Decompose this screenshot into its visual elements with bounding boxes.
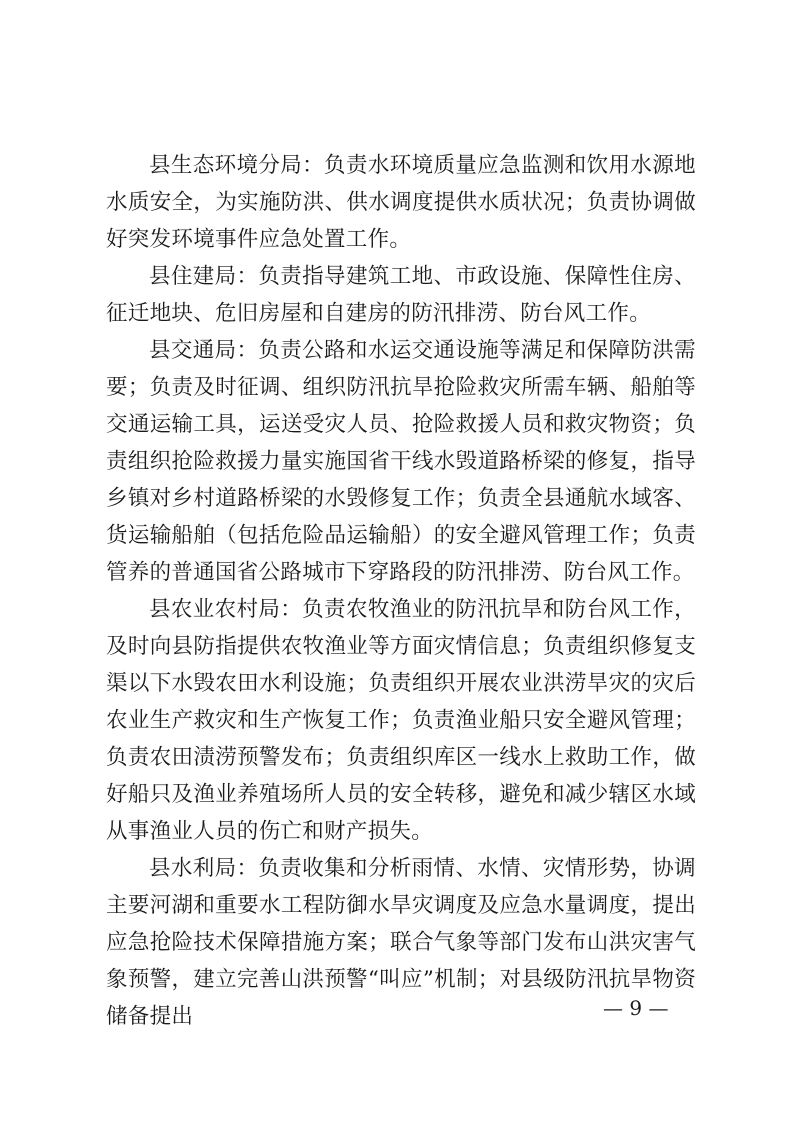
paragraph-ecology-bureau: 县生态环境分局：负责水环境质量应急监测和饮用水源地水质安全，为实施防洪、供水调度提供水质状况；负责协调做好突发环境事件应急处置工作。 (106, 153, 696, 252)
body-text (106, 147, 696, 1035)
paragraph-transport-bureau: 县交通局：负责公路和水运交通设施等满足和保障防洪需要；负责及时征调、组织防汛抗旱抢险救灾所需车辆、船舶等交通运输工具，运送受灾人员、抢险救援人员和救灾物资；负责组织抢险救援力量实施国省干线水毁道路桥梁的修复，指导乡镇对乡村道路桥梁的水毁修复工作；负责全县通航水域客、货运输船舶（包括危险品运输船）的安全避风管理工作；负责管养的普通国省公路城市下穿路段的防汛排涝、防台风工作。 (106, 338, 696, 585)
paragraph-housing-bureau: 县住建局：负责指导建筑工地、市政设施、保障性住房、征迁地块、危旧房屋和自建房的防汛排涝、防台风工作。 (106, 264, 696, 326)
paragraph-agriculture-bureau: 县农业农村局：负责农牧渔业的防汛抗旱和防台风工作，及时向县防指提供农牧渔业等方面灾情信息；负责组织修复支渠以下水毁农田水利设施；负责组织开展农业洪涝旱灾的灾后农业生产救灾和生产恢复工作；负责渔业船只安全避风管理；负责农田渍涝预警发布；负责组织库区一线水上救助工作，做好船只及渔业养殖场所人员的安全转移，避免和减少辖区水域从事渔业人员的伤亡和财产损失。 (106, 597, 696, 844)
page-number: — 9 — (603, 996, 669, 1020)
paragraph-water-bureau: 县水利局：负责收集和分析雨情、水情、灾情形势，协调主要河湖和重要水工程防御水旱灾调度及应急水量调度，提出应急抢险技术保障措施方案；联合气象等部门发布山洪灾害气象预警，建立完善山洪预警“叫应”机制；对县级防汛抗旱物资储备提出 (106, 856, 696, 1029)
